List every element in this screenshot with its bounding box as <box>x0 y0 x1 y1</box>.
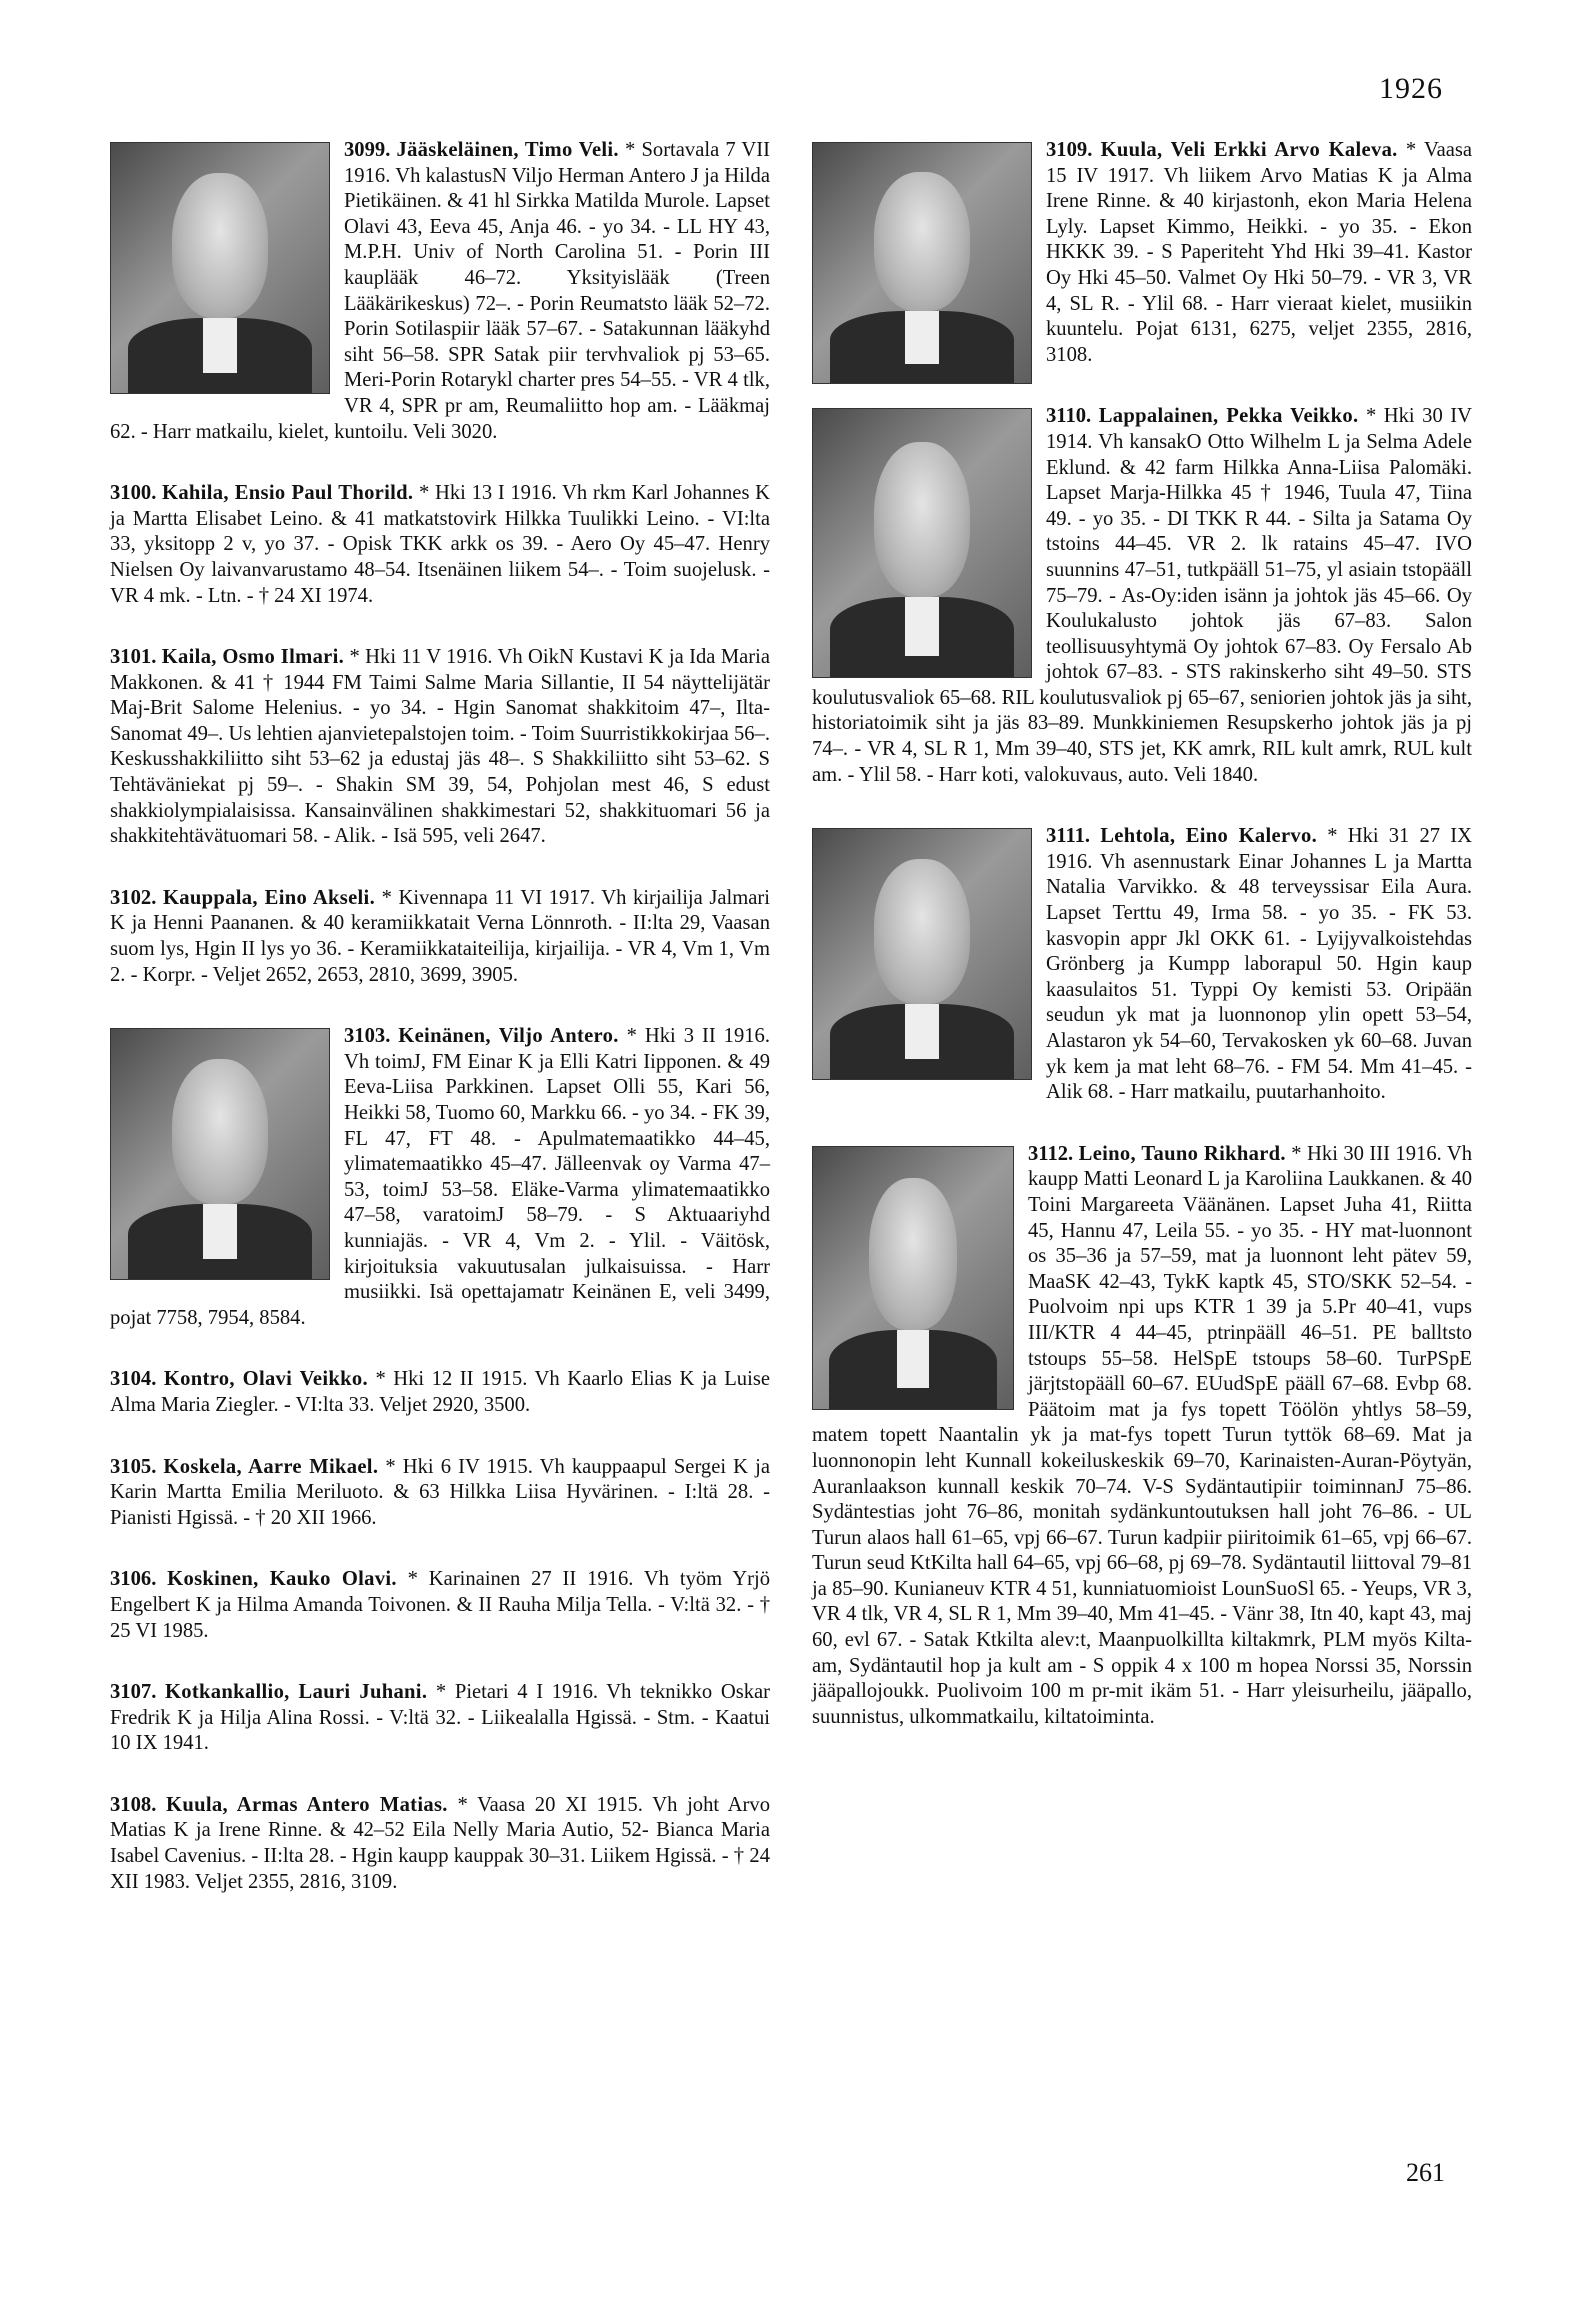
entry-number: 3103. <box>344 1025 399 1048</box>
person-name: Kahila, Ensio Paul Thorild. <box>162 482 414 505</box>
biography-text: * Hki 13 I 1916. Vh rkm Karl Johannes K ja Martta Elisabet Leino. & 41 matkatstovirk Hilkka Tuulikki Leino. - VI:lta 33, yksitopp 2 v, yo 37. - Opisk TKK arkk os 39. - Aero Oy 45–47. Henry Nielsen Oy laivanvarustamo 48–54. Itsenäinen liikem 54–. - Toim suojelusk. - VR 4 mk. - Ltn. - † 24 XI 1974. <box>110 482 771 607</box>
person-name: Leino, Tauno Rikhard. <box>1078 1142 1286 1165</box>
entry-number: 3100. <box>110 482 163 505</box>
biography-entry <box>110 1367 770 1418</box>
portrait-photo <box>110 1028 330 1280</box>
person-name: Keinänen, Viljo Antero. <box>398 1025 619 1048</box>
entry-number: 3102. <box>110 886 163 909</box>
biography-text: * Kivennapa 11 VI 1917. Vh kirjailija Jalmari K ja Henni Paananen. & 40 keramiikkatait Verna Lönnroth. - II:lta 29, Vaasan suom lys, Hgin II lys yo 36. - Keramiikkataiteilija, kirjailija. - VR 4, Vm 1, Vm 2. - Korpr. - Veljet 2652, 2653, 2810, 3699, 3905. <box>110 886 770 986</box>
biography-entry <box>110 481 770 609</box>
left-column <box>110 138 770 1931</box>
biography-entry <box>110 1680 770 1757</box>
biography-entry <box>110 1024 770 1331</box>
biography-entry <box>110 645 770 850</box>
biography-entry <box>812 824 1472 1106</box>
entry-number: 3110. <box>1046 405 1099 428</box>
portrait-photo <box>110 142 330 394</box>
entry-number: 3107. <box>110 1681 165 1704</box>
portrait-photo <box>812 828 1032 1080</box>
entry-number: 3106. <box>110 1568 168 1591</box>
person-name: Kontro, Olavi Veikko. <box>163 1368 368 1391</box>
biography-text: * Hki 3 II 1916. Vh toimJ, FM Einar K ja Elli Katri Iipponen. & 49 Eeva-Liisa Parkkinen. Lapset Olli 55, Kari 56, Heikki 58, Tuomo 60, Markku 66. - yo 34. - FK 39, FL 47, FT 48. - Apulmatemaatikko 44–45, ylimatemaatikko 45–47. Jälleenvak oy Varma 47–53, toimJ 53–58. Eläke-Varma ylimatemaatikko 47–58, varatoimJ 58–79. - S Aktuaariyhd kunniajäs. - VR 4, Vm 2. - Ylil. - Väitösk, kirjoituksia vakuutusalan julkaisuissa. - Harr musiikki. Isä opettajamatr Keinänen E, veli 3499, pojat 7758, 7954, 8584. <box>110 1025 770 1329</box>
biography-text: * Vaasa 15 IV 1917. Vh liikem Arvo Matias K ja Alma Irene Rinne. & 40 kirjastonh, ekon Maria Helena Lyly. Lapset Kimmo, Heikki. - yo 35. - Ekon HKKK 39. - S Paperiteht Yhd Hki 39–41. Kastor Oy Hki 45–50. Valmet Oy Hki 50–79. - VR 3, VR 4, SL R. - Ylil 68. - Harr vieraat kielet, musiikin kuuntelu. Pojat 6131, 6275, veljet 2355, 2816, 3108. <box>1046 139 1473 366</box>
biography-entry <box>110 138 770 445</box>
biography-text: * Sortavala 7 VII 1916. Vh kalastusN Viljo Herman Antero J ja Hilda Pietikäinen. & 41 hl Sirkka Matilda Murole. Lapset Olavi 43, Eeva 45, Anja 46. - yo 34. - LL HY 43, M.P.H. Univ of North Carolina 51. - Porin III kauplääk 46–72. Yksityislääk (Treen Lääkärikeskus) 72–. - Porin Reumatsto lääk 52–72. Porin Sotilaspiir lääk 57–67. - Satakunnan lääkyhd siht 56–58. SPR Satak piir tervhvaliok pj 53–65. Meri-Porin Rotarykl charter pres 54–55. - VR 4 tlk, VR 4, SPR pr am, Reumaliitto hop am. - Lääkmaj 62. - Harr matkailu, kielet, kuntoilu. Veli 3020. <box>110 139 770 443</box>
biography-text: * Hki 30 III 1916. Vh kaupp Matti Leonard L ja Karoliina Laukkanen. & 40 Toini Margareeta Väänänen. Lapset Juha 41, Riitta 45, Hannu 47, Leila 55. - yo 35. - HY mat-luonnont os 35–36 ja 57–59, mat ja luonnont leht pätev 59, MaaSK 42–43, TykK kaptk 45, STO/SKK 52–54. - Puolvoim npi ups KTR 1 39 ja 5.Pr 40–41, vups III/KTR 4 44–45, ptrinpääll 46–51. PE balltsto tstoups 55–58. HelSpE tstoups 58–60. TurPSpE järjtstopääll 60–67. EUudSpE pääll 67–68. Evbp 68. Päätoim mat ja fys topett Töölön yhtlys 58–59, matem topett Naantalin yk ja mat-fys topett Turun tyttök 68–69. Mat ja luonnonopin leht Kunnall kokeiluskeskik 69–70, Karinaisten-Auran-Pöytyän, Auranlaakson kunnall keskik 70–74. V-S Sydäntautipiir toiminnanJ 75–86. Sydäntestias joht 76–86, monitah sydänkuntoutuksen hall joht 76–86. - UL Turun alaos hall 61–65, vpj 66–67. Turun kadpiir piiritoimik 61–65, vpj 66–67. Turun seud KtKilta hall 64–65, vpj 66–68, pj 69–78. Sydäntautil liittoval 79–81 ja 85–90. Kunianeuv KTR 4 51, kunniatuomioist LounSuoSl 65. - Yeups, VR 3, VR 4 tlk, VR 4, SL R 1, Mm 39–40, Mm 41–45. - Vänr 38, Itn 40, kapt 43, maj 60, evl 67. - Satak Ktkilta alev:t, Maanpuolkillta kiltakmrk, PLM myös Kilta-am, Sydäntautil hop ja kult am - S oppik 4 x 100 m hopea Norssi 35, Norssin jääpallojoukk. Puolivoim 100 m pr-mit ikäm 51. - Harr yleisurheilu, jääpallo, suunnistus, ulkommatkailu, kiltatoiminta. <box>812 1142 1472 1728</box>
biography-text: * Hki 30 IV 1914. Vh kansakO Otto Wilhelm L ja Selma Adele Eklund. & 42 farm Hilkka Anna-Liisa Palomäki. Lapset Marja-Hilkka 45 † 1946, Tuula 47, Tiina 49. - yo 35. - DI TKK R 44. - Silta ja Satama Oy tstoins 44–45. VR 2. lk ratains 45–47. IVO suunnins 47–51, tutkpääll 51–75, yl asiain tstopääll 75–79. - As-Oy:iden isänn ja johtok jäs 45–66. Oy Koulukalusto johtok jäs 67–83. Salon teollisuusyhtymä Oy johtok 67–83. Oy Fersalo Ab johtok 67–83. - STS rakinskerho siht 49–50. STS koulutusvaliok 65–68. RIL koulutusvaliok pj 65–67, seniorien johtok jäs ja siht, historiatoimik siht ja jäs 83–89. Munkkiniemen Resupskerho johtok jäs ja pj 74–. - VR 4, SL R 1, Mm 39–40, STS jet, KK amrk, RIL kult amrk, RUL kult am. - Ylil 58. - Harr koti, valokuvaus, auto. Veli 1840. <box>812 405 1472 786</box>
person-name: Kuula, Armas Antero Matias. <box>166 1793 448 1816</box>
biography-entry <box>110 1567 770 1644</box>
person-name: Jääskeläinen, Timo Veli. <box>396 139 619 161</box>
biography-entry <box>110 886 770 988</box>
biography-entry <box>812 1142 1472 1731</box>
biography-entry <box>110 1455 770 1532</box>
biography-text: * Hki 6 IV 1915. Vh kauppaapul Sergei K ja Karin Martta Emilia Meriluoto. & 63 Hilkka Liisa Hyvärinen. - I:ltä 28. - Pianisti Hgissä. - † 20 XII 1966. <box>110 1455 770 1529</box>
right-column <box>812 138 1472 1766</box>
biography-text: * Karinainen 27 II 1916. Vh työm Yrjö Engelbert K ja Hilma Amanda Toivonen. & II Rauha Milja Tella. - V:ltä 32. - † 25 VI 1985. <box>110 1568 771 1642</box>
person-name: Kaila, Osmo Ilmari. <box>161 646 345 669</box>
entry-number: 3104. <box>110 1368 164 1391</box>
entry-number: 3101. <box>110 646 162 669</box>
entry-number: 3109. <box>1046 139 1101 161</box>
entry-number: 3108. <box>110 1793 167 1816</box>
biography-entry <box>812 138 1472 368</box>
biography-text: * Hki 11 V 1916. Vh OikN Kustavi K ja Ida Maria Makkonen. & 41 † 1944 FM Taimi Salme Maria Sillantie, II 54 näyttelijätär Maj-Brit Salome Helenius. - yo 34. - Hgin Sanomat shakkitoim 47–, Ilta-Sanomat 49–. Us lehtien ajanvietepalstojen toim. - Toim Suurristikkokirjaa 56–. Keskusshakkiliitto siht 53–62 ja edustaj jäs 48–. S Shakkiliitto siht 53–62. S Tehtäväniekat pj 59–. - Shakin SM 39, 54, Pohjolan mest 46, S edust shakkiolympialaisissa. Kansainvälinen shakkimestari 52, shakkituomari 56 ja shakkitehtävätuomari 58. - Alik. - Isä 595, veli 2647. <box>110 646 771 848</box>
page-number: 261 <box>1406 2158 1445 2187</box>
biography-text: * Pietari 4 I 1916. Vh teknikko Oskar Fredrik K ja Hilja Alina Rossi. - V:ltä 32. - Liikealalla Hgissä. - Stm. - Kaatui 10 IX 1941. <box>110 1681 771 1755</box>
biography-entry <box>812 404 1472 788</box>
person-name: Kauppala, Eino Akseli. <box>162 886 376 909</box>
biography-text: * Hki 31 27 IX 1916. Vh asennustark Einar Johannes L ja Martta Natalia Varvikko. & 48 terveyssisar Eila Aura. Lapset Terttu 49, Irma 58. - yo 35. - FK 53. kasvopin appr Jkl OKK 61. - Lyijyvalkoistehdas Grönberg ja Kumpp laborapul 50. Hgin kaup kaasulaitos 51. Typpi Oy kemisti 53. Oripään seudun yk mat ja luonnonop ylin opett 53–54, Alastaron yk 54–60, Tervakosken yk 60–68. Juvan yk kem ja mat leht 68–76. - FM 54. Mm 41–45. - Alik 68. - Harr matkailu, puutarhanhoito. <box>1046 825 1472 1104</box>
person-name: Koskela, Aarre Mikael. <box>163 1455 379 1478</box>
biography-entry <box>110 1793 770 1895</box>
person-name: Lehtola, Eino Kalervo. <box>1100 825 1318 848</box>
entry-number: 3111. <box>1046 825 1101 848</box>
portrait-photo <box>812 1146 1014 1410</box>
entry-number: 3105. <box>110 1455 164 1478</box>
person-name: Kuula, Veli Erkki Arvo Kaleva. <box>1100 139 1398 161</box>
portrait-photo <box>812 142 1032 384</box>
biography-text: * Vaasa 20 XI 1915. Vh joht Arvo Matias K ja Irene Rinne. & 42–52 Eila Nelly Maria Autio, 52- Bianca Maria Isabel Cavenius. - II:lta 28. - Hgin kaupp kauppak 30–31. Liikem Hgissä. - † 24 XII 1983. Veljet 2355, 2816, 3109. <box>110 1793 770 1893</box>
portrait-photo <box>812 408 1032 678</box>
entry-number: 3112. <box>1028 1142 1079 1165</box>
person-name: Lappalainen, Pekka Veikko. <box>1098 405 1359 428</box>
person-name: Koskinen, Kauko Olavi. <box>167 1568 397 1591</box>
person-name: Kotkankallio, Lauri Juhani. <box>164 1681 428 1704</box>
year-label: 1926 <box>1379 72 1443 105</box>
biography-text: * Hki 12 II 1915. Vh Kaarlo Elias K ja Luise Alma Maria Ziegler. - VI:lta 33. Veljet 2920, 3500. <box>110 1368 770 1416</box>
entry-number: 3099. <box>344 139 397 161</box>
